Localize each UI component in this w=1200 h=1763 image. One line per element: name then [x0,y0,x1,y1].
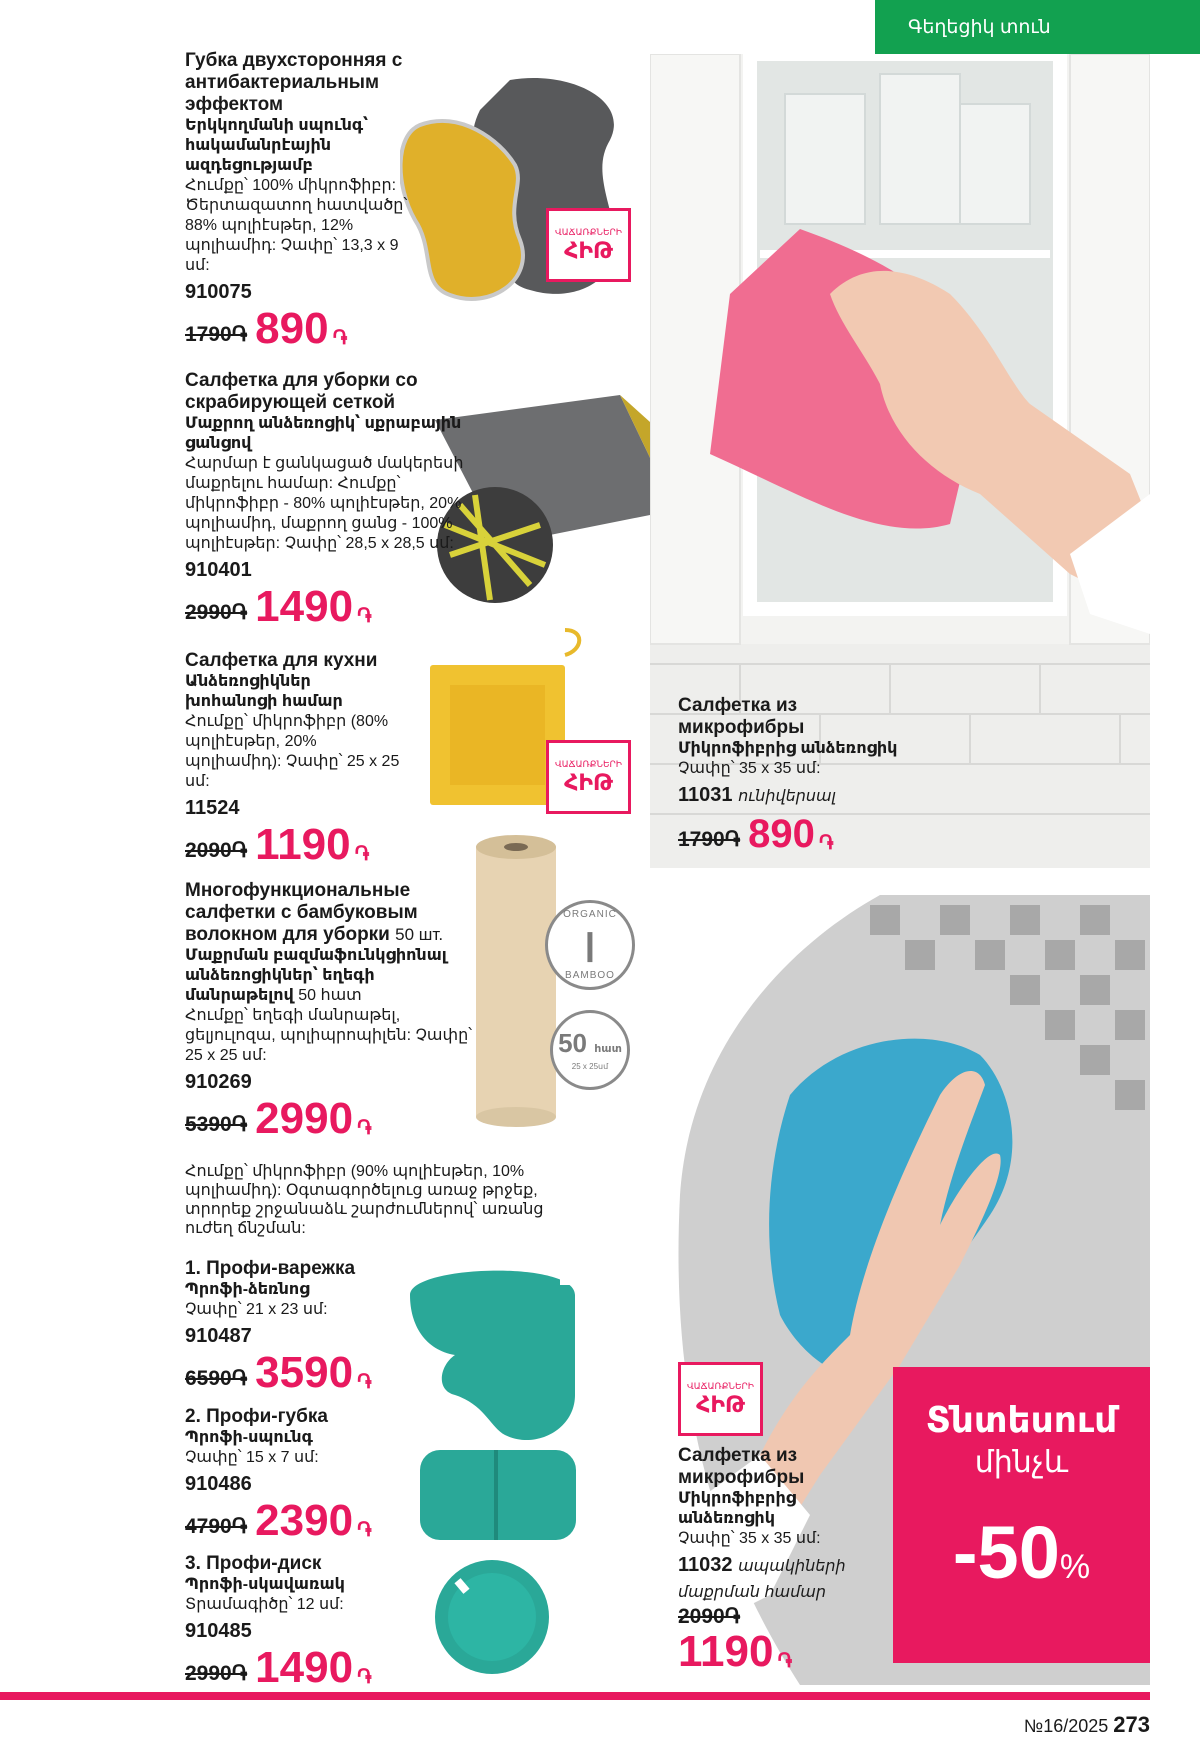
product-title-hy: Երկկողմանի սպունգ՝ հակամանրէային ազդեցությամբ [185,117,369,174]
page-number: №16/2025 273 [1023,1712,1150,1737]
product-description: Հումքը՝ եղեգի մանրաթել, ցելյուլոզա, պոլիպրոպիլեն: Չափը՝ 25 x 25 սմ: [185,1007,473,1064]
price-row [185,306,415,352]
old-price: 5390֏ [185,1113,248,1136]
currency-sign: ֏ [777,1650,793,1672]
product-title-ru: Салфетка из микрофибры [678,695,805,738]
discount-line1: Տնտեսում [925,1399,1118,1440]
badge-line2: ՀԻԹ [564,769,613,795]
new-price: 890 [255,304,329,353]
product-title-ru: 3. Профи-диск [185,1553,322,1574]
new-price: 2990 [255,1094,354,1143]
product-code: 910485 [185,1620,252,1642]
old-price: 2990֏ [185,1662,248,1685]
organic-bamboo-badge [545,900,635,990]
product-card[interactable] [185,370,475,630]
bamboo-roll-image [476,835,556,1130]
product-title-ru: Салфетка для кухни [185,650,378,671]
currency-sign: ֏ [357,605,372,627]
product-card[interactable] [185,650,405,868]
price-row [185,1498,395,1544]
bottom-divider [0,1692,1150,1700]
product-card[interactable] [678,695,918,857]
badge-line1: ՎԱՃԱՌՔՆԵՐԻ [554,226,623,237]
new-price: 1190 [255,820,351,869]
price-row [185,822,405,868]
bamboo-badge-top: ORGANIC [563,909,617,920]
product-title-ru: Салфетка для уборки со скрабирующей сеткой [185,370,418,413]
currency-sign: ֏ [332,327,348,349]
price-block [678,1605,878,1675]
old-price: 2090֏ [678,1605,741,1628]
product-title-hy: Մաքրող անձեռոցիկ՝ սքրաբային ցանցով [185,415,462,452]
product-title-hy: Անձեռոցիկներ խոհանոցի համար [185,673,343,710]
bamboo-icon: ❙ [577,928,603,962]
new-price: 3590 [255,1348,354,1397]
price-row [185,584,475,630]
bestseller-badge [546,740,631,814]
product-description: Հարմար է ցանկացած մակերեսի մաքրելու համար: Հումքը՝ միկրոֆիբր - 80% պոլիէսթեր, 20% պոլիամիդ, մաքրող ցանց - 100% պոլիէսթեր: Չափը՝ 28,5 x 28,5 սմ: [185,455,464,552]
product-title-ru: Губка двухсторонняя с антибактериальным эффектом [185,50,403,115]
old-price: 6590֏ [185,1367,248,1390]
product-card[interactable] [185,1553,395,1691]
new-price: 1490 [255,1643,354,1692]
product-title-hy: Պրոֆի-սպունգ [185,1429,313,1446]
product-title-hy: Միկրոֆիբրից անձեռոցիկ [678,740,898,757]
product-description: Հումքը՝ միկրոֆիբր (80% պոլիէսթեր, 20% պոլիամիդ): Չափը՝ 25 x 25 սմ: [185,713,400,790]
price-row [678,811,918,857]
product-description: Չափը՝ 35 x 35 սմ: [678,760,821,777]
currency-sign: ֏ [357,1666,372,1688]
product-title-ru: 1. Профи-варежка [185,1258,356,1279]
product-title-hy: Մաքրման բազմաֆունկցիոնալ անձեռոցիկներ՝ եղեգի մանրաթելով 50 հատ [185,947,447,1004]
new-price: 1190 [678,1627,774,1676]
product-code: 910075 [185,281,252,303]
profi-sponge-image [418,1445,578,1545]
product-code: 910487 [185,1325,252,1347]
product-code: 910401 [185,559,252,581]
count-badge [550,1010,630,1090]
product-code: 910486 [185,1473,252,1495]
product-title-ru: Многофункциональные салфетки с бамбуковым волокном для уборки 50 шт. [185,880,444,945]
badge-line2: ՀԻԹ [564,237,613,263]
currency-sign: ֏ [357,1519,372,1541]
new-price: 1490 [255,582,354,631]
product-card[interactable] [185,880,485,1142]
product-title-ru: Салфетка из микрофибры [678,1445,805,1488]
badge-line1: ՎԱՃԱՌՔՆԵՐԻ [686,1380,755,1391]
product-description: Չափը՝ 21 x 23 սմ: [185,1301,328,1318]
product-card[interactable] [185,1406,395,1544]
product-description: Չափը՝ 35 x 35 սմ: [678,1530,821,1547]
profi-disc-image [432,1557,552,1677]
currency-sign: ֏ [357,1371,372,1393]
product-title-ru: 2. Профи-губка [185,1406,328,1427]
discount-line2: մինչև [974,1446,1069,1479]
old-price: 1790֏ [185,323,248,346]
discount-banner [893,1367,1150,1663]
discount-value: -50% [952,1511,1091,1594]
new-price: 2390 [255,1496,354,1545]
product-title-hy: Պրոֆի-սկավառակ [185,1576,345,1593]
currency-sign: ֏ [357,1117,372,1139]
product-code: 910269 [185,1071,252,1093]
badge-line2: ՀԻԹ [696,1391,745,1417]
badge-line1: ՎԱՃԱՌՔՆԵՐԻ [554,758,623,769]
section-tab[interactable]: Գեղեցիկ տուն [875,0,1200,54]
currency-sign: ֏ [818,832,834,854]
bestseller-badge [678,1362,763,1436]
profi-mitt-image [395,1255,585,1455]
price-row [185,1350,395,1396]
product-card[interactable] [678,1445,878,1675]
new-price: 890 [748,812,815,856]
profi-intro: Հումքը՝ միկրոֆիբր (90% պոլիէսթեր, 10% պոլիամիդ): Օգտագործելուց առաջ թրջեք, տրորեք շրջանաձև շարժումներով՝ առանց ուժեղ ճնշման: [185,1163,544,1237]
count-badge-num: 50 հատ [558,1027,622,1058]
old-price: 2990֏ [185,601,248,624]
old-price: 1790֏ [678,828,741,851]
product-card[interactable] [185,1258,395,1396]
currency-sign: ֏ [354,843,370,865]
product-code: 11031 ունիվերսալ [678,784,836,806]
product-description: Չափը՝ 15 x 7 սմ: [185,1449,319,1466]
price-row [185,1096,485,1142]
price-row [185,1645,395,1691]
product-title-hy: Միկրոֆիբրից անձեռոցիկ [678,1490,797,1527]
bestseller-badge [546,208,631,282]
count-badge-size: 25 x 25սմ [571,1061,609,1071]
product-card[interactable] [185,50,415,352]
old-price: 4790֏ [185,1515,248,1538]
product-code: 11524 [185,797,240,819]
product-description: Տրամագիծը՝ 12 սմ: [185,1596,344,1613]
old-price: 2090֏ [185,839,248,862]
bamboo-badge-bottom: BAMBOO [565,970,615,981]
product-code: 11032 ապակիների մաքրման համար [678,1554,846,1601]
product-title-hy: Պրոֆի-ձեռնոց [185,1281,310,1298]
product-description: Հումքը՝ 100% միկրոֆիբր: Ծերտազատող հատվածը՝ 88% պոլիէսթեր, 12% պոլիամիդ: Չափը՝ 13,3 x 9 սմ: [185,177,408,274]
